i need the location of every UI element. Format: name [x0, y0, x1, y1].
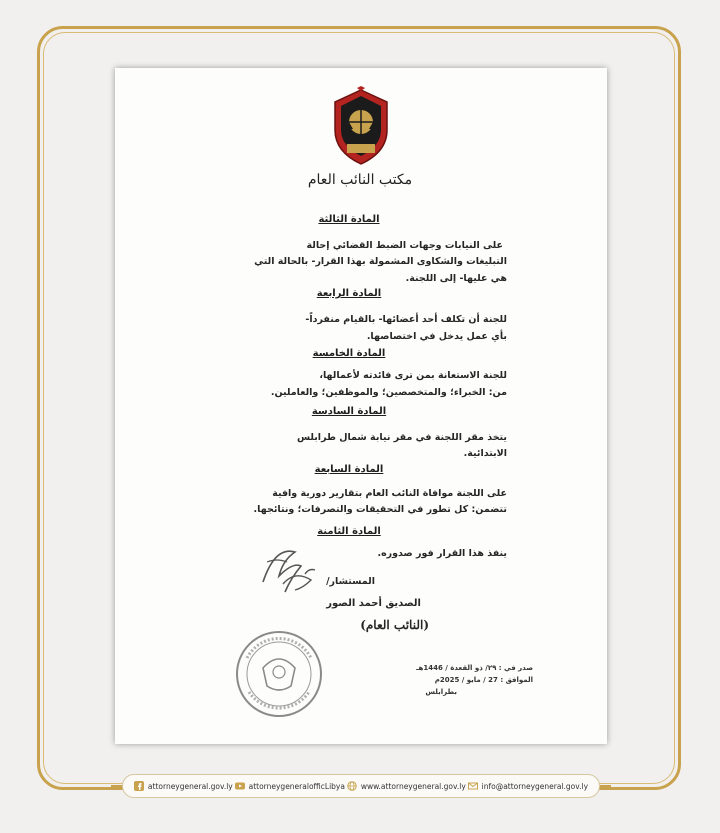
facebook-icon — [134, 781, 144, 791]
youtube-icon — [235, 781, 245, 791]
issued-date-gregorian: الموافق : 27 / مايو / 2025م — [434, 676, 533, 684]
office-title: مكتب النائب العام — [307, 172, 413, 188]
footer-youtube[interactable] — [235, 781, 345, 791]
issued-date-hijri: صدر في : ٢٩/ ذو القعدة / 1446هـ — [416, 664, 533, 672]
article-line: التبليغات والشكاوى المشمولة بهذا القرار- بالحالة التي — [254, 256, 507, 267]
document-page — [115, 68, 607, 744]
signatory-role: (النائب العام) — [360, 618, 429, 632]
footer-website-label: www.attorneygeneral.gov.ly — [360, 781, 466, 791]
article-heading: المادة الثامنة — [317, 526, 381, 537]
globe-icon — [347, 781, 357, 791]
article-line: هي عليها- إلى اللجنة. — [405, 273, 507, 284]
footer-youtube-label: attorneygeneralofficLibya — [248, 781, 345, 791]
article-heading: المادة السابعة — [314, 464, 384, 475]
footer-contact-bar — [122, 774, 600, 798]
article-heading: المادة السادسة — [311, 406, 387, 417]
article-line: على النيابات وجهات الضبط القضائي إحالة — [306, 240, 503, 251]
article-line: يتخذ مقر اللجنة في مقر نيابة شمال طرابلس — [296, 432, 507, 443]
attorney-general-emblem-icon — [327, 86, 395, 168]
signatory-name: الصديق أحمد الصور — [326, 598, 421, 609]
article-heading: المادة الخامسة — [312, 348, 386, 359]
footer-facebook[interactable] — [134, 781, 233, 791]
footer-website[interactable] — [347, 781, 466, 791]
handwritten-signature — [255, 540, 325, 600]
email-icon — [468, 781, 478, 791]
article-heading: المادة الرابعة — [316, 288, 382, 299]
signatory-title: المستشار/ — [326, 576, 375, 587]
article-line: الابتدائية. — [463, 448, 507, 459]
article-line: من: الخبراء؛ والمتخصصين؛ والموظفين؛ والعاملين. — [270, 387, 507, 398]
article-line: تتضمن: كل تطور في التحقيقات والتصرفات؛ ونتائجها. — [253, 504, 507, 515]
footer-facebook-label: attorneygeneral.gov.ly — [147, 781, 233, 791]
article-line: ينفذ هذا القرار فور صدوره. — [377, 548, 507, 559]
official-stamp — [233, 628, 325, 720]
footer-email-label: info@attorneygeneral.gov.ly — [481, 781, 589, 791]
article-line: على اللجنة موافاة النائب العام بتقارير دورية وافية — [272, 488, 507, 499]
article-line: للجنة أن تكلف أحد أعضائها- بالقيام منفرداً- — [305, 314, 507, 325]
article-heading: المادة الثالثة — [318, 214, 380, 225]
issued-place: بطرابلس — [425, 688, 457, 696]
article-line: للجنة الاستعانة بمن ترى فائدته لأعمالها، — [319, 370, 507, 381]
article-line: بأي عمل يدخل في اختصاصها. — [366, 331, 507, 342]
footer-email[interactable] — [468, 781, 588, 791]
